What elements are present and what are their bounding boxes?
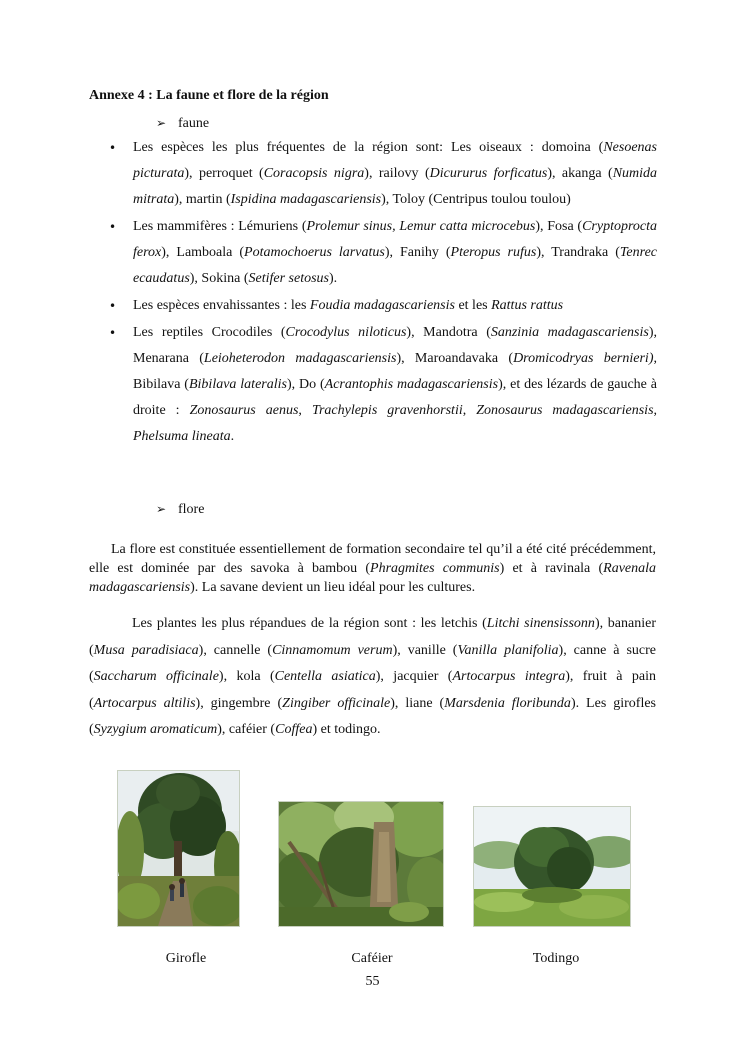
list-item: • Les espèces envahissantes : les Foudia madagascariensis et les Rattus rattus: [105, 293, 657, 319]
annex-heading: Annexe 4 : La faune et flore de la région: [89, 88, 329, 103]
cafeier-photo: [278, 801, 444, 927]
todingo-photo: [473, 806, 631, 927]
flore-label: flore: [178, 502, 205, 517]
arrow-bullet-icon: ➢: [156, 502, 167, 516]
faune-list: [105, 135, 657, 451]
photo-caption: Girofle: [165, 951, 207, 966]
faune-subheading: [156, 116, 209, 132]
photo-caption: Caféier: [351, 951, 393, 966]
arrow-bullet-icon: ➢: [156, 116, 167, 130]
photo-caption: Todingo: [532, 951, 580, 966]
page-number: 55: [365, 974, 380, 989]
flore-paragraph-2: Les plantes les plus répandues de la région sont : les letchis (Litchi sinensissonn), bananier (Musa paradisiaca), cannelle (Cinnamomum verum), vanille (Vanilla planifolia), canne à sucre (Saccharum officinale), kola (Centella asiatica), jacquier (Artocarpus integra), fruit à pain (Artocarpus altilis), gingembre (Zingiber officinale), liane (Marsdenia floribunda). Les girofles (Syzygium aromaticum), caféier (Coffea) et todingo.: [89, 616, 657, 737]
flore-paragraph-1: La flore est constituée essentiellement de formation secondaire tel qu’il a été cité précédemment, elle est dominée par des savoka à bambou (Phragmites communis) et à ravinala (Ravenala madagascariensis). La savane devient un lieu idéal pour les cultures.: [89, 542, 657, 595]
list-item: • Les espèces les plus fréquentes de la région sont: Les oiseaux : domoina (Nesoenas picturata), perroquet (Coracopsis nigra), railovy (Dicururus forficatus), akanga (Numida mitrata), martin (Ispidina madagascariensis), Toloy (Centripus toulou toulou): [105, 135, 657, 213]
list-item: • Les mammifères : Lémuriens (Prolemur sinus, Lemur catta microcebus), Fosa (Cryptoprocta ferox), Lamboala (Potamochoerus larvatus), Fanihy (Pteropus rufus), Trandraka (Tenrec ecaudatus), Sokina (Setifer setosus).: [105, 214, 657, 292]
faune-label: faune: [178, 116, 210, 131]
list-item: • Les reptiles Crocodiles (Crocodylus niloticus), Mandotra (Sanzinia madagascariensis), Menarana (Leioheterodon madagascariensis), Maroandavaka (Dromicodryas bernieri), Bibilava (Bibilava lateralis), Do (Acrantophis madagascariensis), et des lézards de gauche à droite : Zonosaurus aenus, Trachylepis gravenhorstii, Zonosaurus madagascariensis, Phelsuma lineata.: [105, 320, 657, 450]
flore-subheading: [156, 502, 204, 518]
girofle-photo: [117, 770, 240, 927]
